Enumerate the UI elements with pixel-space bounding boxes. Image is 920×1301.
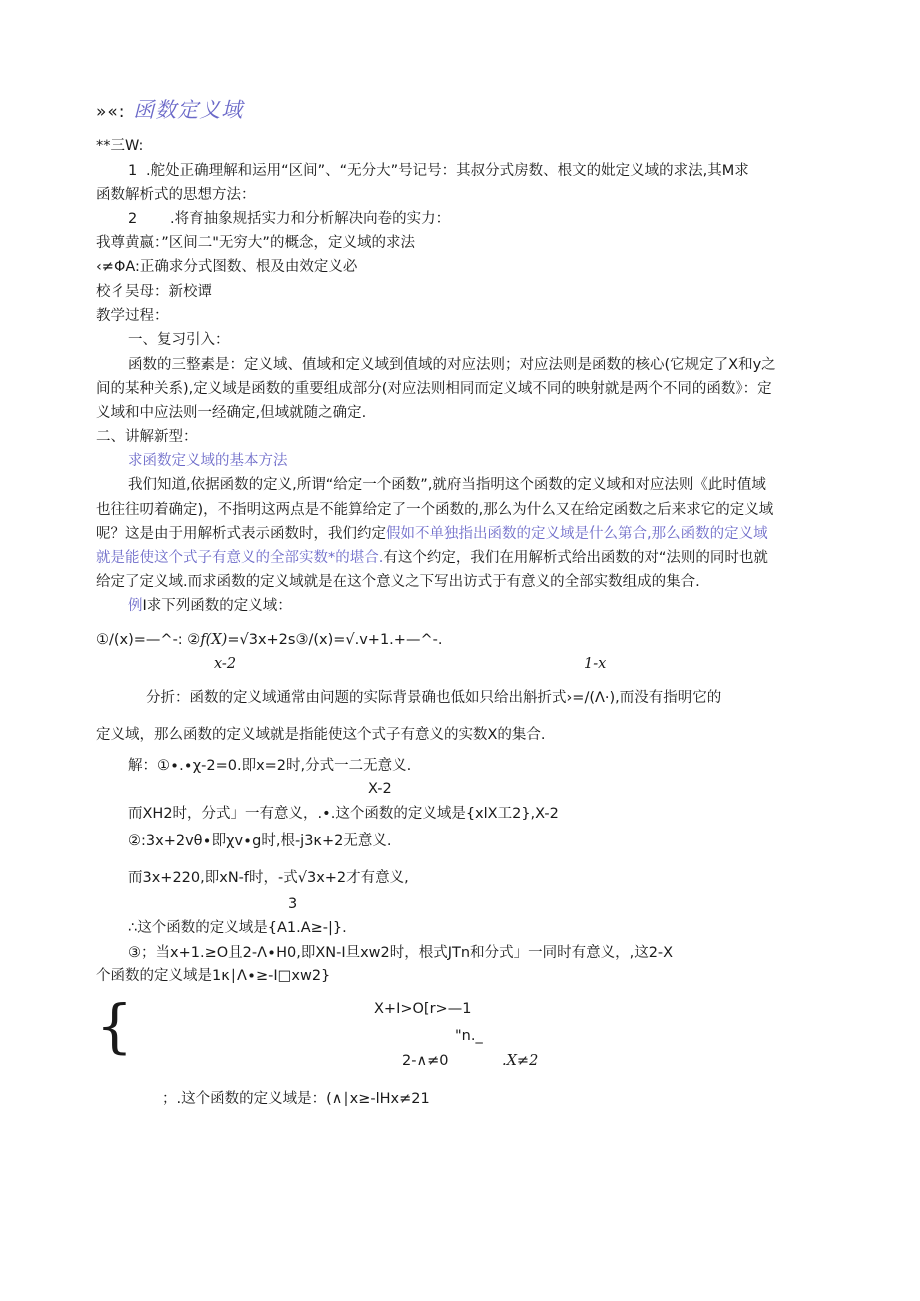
title-prefix: »«: [96,102,126,122]
solution-step-7: 个函数的定义域是1κ∣Λ∙≥-I□xw2} [96,968,331,984]
solution-step-1-denominator: X-2 [368,781,392,797]
goal-1-line-2: 函数解析式的思想方法： [96,187,256,203]
teaching-process: 教学过程： [96,308,169,324]
solution-step-4-denominator: 3 [288,896,298,912]
goal-1-number: 1 [128,163,138,179]
section-1-para-line-3: 义域和中应法则一经确定,但域就随之确定. [96,405,367,421]
analysis-line-2: 定义域，那么函数的定义域就是指能使这个式子有意义的实数X的集合. [96,727,546,743]
convention-highlight-part-1: 假如不单独指出函数的定义域是什么第合,那么函数的定义域 [386,526,768,542]
system-row-1: X+I>O[r>—1 [374,1001,472,1017]
solution-step-3: ②:3x+2vθ∙即χv∙g时,根-j3κ+2无意义. [128,833,392,849]
example-label: 例 [128,598,143,614]
system-row-2: "n._ [455,1028,483,1044]
section-2-para-line-1: 我们知道,依据函数的定义,所谓“给定一个函数”,就府当指明这个函数的定义域和对应法则《此时值域 [128,477,766,493]
section-2-para-line-2: 也往往叨着确定)，不指明这两点是不能算给定了一个函数的,那么为什么又在给定函数之后来求它的定义域 [96,502,774,518]
solution-step-6: ③；当x+1.≥O且2-Λ∙H0,即XN-I旦xw2时，根式JTn和分式」一同时有意义，,这2-X [128,945,674,961]
section-1-para-line-2: 间的某种关系),定义域是函数的重要组成部分(对应法则相同而定义域不同的映射就是两个不同的函数》：定 [96,381,772,397]
goal-2-text: .将育抽象规括实力和分析解决向卷的实力： [170,211,451,227]
system-brace: { [96,992,133,1060]
system-row-3-right: .X≠2 [502,1053,539,1069]
difficulty-points: ‹≠ΦA:正确求分式图数、根及由效定义必 [96,259,358,275]
solution-step-5: ∴这个函数的定义域是{A1.A≥-|}. [128,920,347,936]
key-points: 我尊黄嬴：”区间二"无穷大”的概念，定义域的求法 [96,235,415,251]
solution-step-4: 而3x+220,即xN-f时，-式√3x+2才有意义, [128,870,409,886]
page-title [96,95,243,127]
formula-1-part-a: ①/(x)=—^-: ② [96,632,201,648]
section-2-heading: 二、讲解新型： [96,429,198,445]
example-text: I求下列函数的定义域： [142,598,292,614]
goal-2-number: 2 [128,211,138,227]
section-2-para-line-5: 给定了定义域.而求函数的定义域就是在这个意义之下写出访式于有意义的全部实数组成的集合. [96,574,700,590]
goal-1-line-1: .舵处正确理解和运用“区间”、“无分大”号记号：其叔分式房数、根文的妣定义域的求法,其M求 [146,163,749,179]
teaching-tools: 校彳吴母：新校谭 [96,284,212,300]
formula-3-denominator: 1-x [584,656,607,672]
example-line [128,596,292,616]
section-1-para-line-1: 函数的三整素是：定义域、值域和定义域到值域的对应法则；对应法则是函数的核心(它规定了X和y之 [128,357,776,373]
solution-step-2: 而XH2时，分式」一有意义，.•.这个函数的定义域是{xlX工2},X-2 [128,806,559,822]
formula-2-function: f(X) [200,632,228,648]
convention-highlight-part-2: 就是能使这个式子有意义的全部实数*的堪合. [96,550,384,566]
example-formulas [96,630,442,650]
analysis-line-1: 分折：函数的定义域通常由问题的实际背景确也低如只给出斛折式›=∕(Λ·),而没有指明它的 [146,690,722,706]
section-2-para-line-3-start: 呢？这是由于用解析式表示函数时，我们约定 [96,526,386,542]
title-text: 函数定义域 [133,98,244,122]
formula-rest: =√3x+2s③/(x)=√.v+1.+—^-. [227,632,443,648]
section-1-heading: 一、复习引入： [128,332,230,348]
section-2-subheading: 求函数定义域的基本方法 [128,453,288,469]
solution-step-1: 解：①∙.∙χ-2=0.即x=2时,分式一二无意义. [128,758,412,774]
formula-1-denominator: x-2 [214,656,237,672]
section-2-para-line-4-end: 有这个约定，我们在用解析式给出函数的对“法则的同时也就 [383,550,768,566]
conclusion: ；.这个函数的定义域是：(∧∣x≥-lHx≠21 [162,1091,430,1107]
section-2-para-line-4 [96,548,768,568]
section-2-para-line-3 [96,524,768,544]
system-row-3-left: 2-∧≠0 [402,1053,449,1069]
header-label: **三W: [96,138,144,154]
